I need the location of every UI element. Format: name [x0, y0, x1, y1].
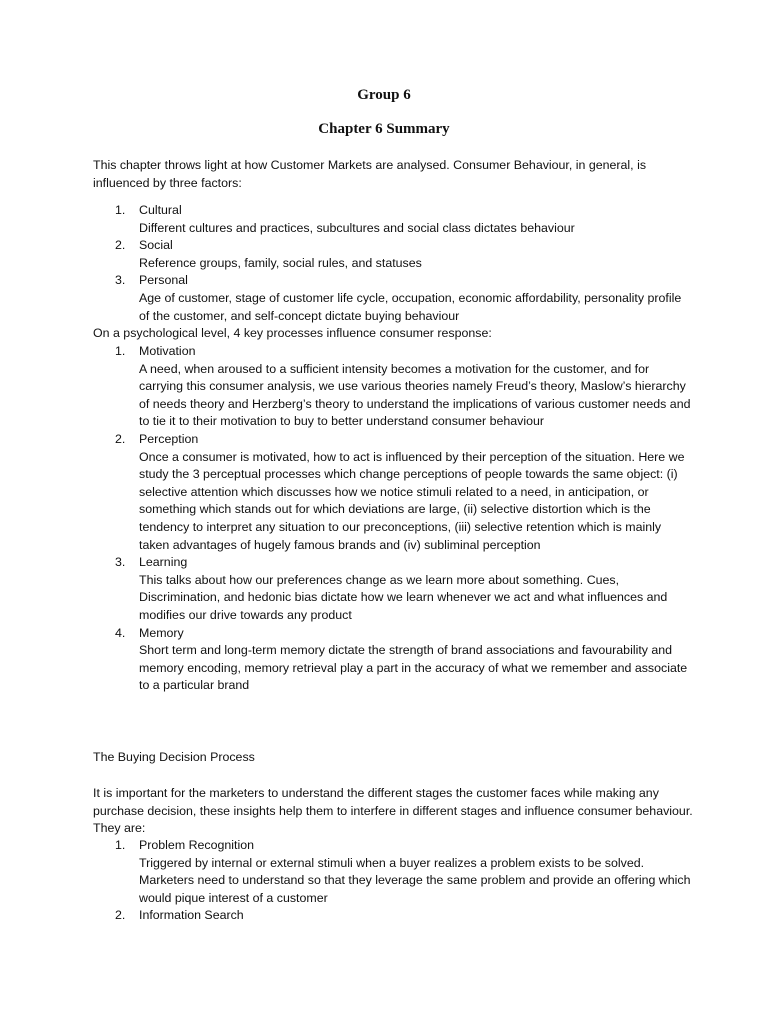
list-item-desc: Triggered by internal or external stimuli when a buyer realizes a problem exists to be solved. Marketers need to understand so that they leverage the same problem and provide an offering which would pique interest of a customer — [139, 855, 691, 905]
list-number: 2. — [115, 431, 126, 446]
list-item-desc: Age of customer, stage of customer life cycle, occupation, economic affordability, personality profile of the customer, and self-concept dictate buying behaviour — [139, 290, 682, 323]
list-item-desc: Short term and long-term memory dictate the strength of brand associations and favourability and memory encoding, memory retrieval play a part in the accuracy of what we remember and associate to a particular brand — [139, 643, 688, 693]
list-item-desc: Different cultures and practices, subcultures and social class dictates behaviour — [139, 220, 575, 235]
factors-list — [93, 202, 693, 325]
list-item-title: Perception — [139, 431, 199, 446]
list-item-title: Problem Recognition — [139, 838, 255, 852]
list-number: 3. — [115, 555, 126, 570]
list-item-desc: Once a consumer is motivated, how to act is influenced by their perception of the situation. Here we study the 3 perceptual processes which change perceptions of people towards the same object: (i) selective attention which discusses how we notice stimuli related to a need, in anticipation, or something which stands out for which deviations are large, (ii) selective distortion which is the tendency to interpret any situation to our preconceptions, (iii) selective retention which is mainly taken advantages of hugely famous brands and (iv) subliminal perception — [139, 449, 685, 552]
list-item — [93, 907, 693, 925]
processes-list — [93, 343, 693, 695]
list-item — [93, 554, 693, 624]
list-item — [93, 625, 693, 695]
list-number: 1. — [115, 344, 126, 358]
list-item — [93, 343, 693, 431]
buying-process-heading: The Buying Decision Process — [93, 750, 255, 764]
list-item-desc: A need, when aroused to a sufficient intensity becomes a motivation for the customer, and for carrying this consumer analysis, we use various theories namely Freud’s theory, Maslow’s hierarchy of needs theory and Herzberg’s theory to understand the implications of various customer needs and to tie it to their motivation to buy to better understand consumer behaviour — [139, 361, 691, 429]
list-item-title: Information Search — [139, 908, 244, 923]
psychological-intro: On a psychological level, 4 key processes influence consumer response: — [93, 326, 492, 340]
list-item-desc: This talks about how our preferences change as we learn more about something. Cues, Discrimination, and hedonic bias dictate how we learn whenever we act and what influences and modifies our drive towards any product — [139, 572, 668, 622]
buying-process-intro: It is important for the marketers to understand the different stages the customer faces while making any purchase decision, these insights help them to interfere in different stages and influence consumer behaviour. They are: — [93, 786, 693, 836]
list-item-title: Learning — [139, 555, 188, 570]
list-item — [93, 837, 693, 907]
list-item-title: Social — [139, 238, 173, 253]
chapter-title: Chapter 6 Summary — [318, 121, 450, 137]
list-number: 3. — [115, 273, 126, 288]
list-item-title: Personal — [139, 273, 188, 288]
list-number: 2. — [115, 238, 126, 253]
list-item — [93, 202, 693, 237]
intro-paragraph: This chapter throws light at how Customer Markets are analysed. Consumer Behaviour, in general, is influenced by three factors: — [93, 158, 647, 190]
list-number: 1. — [115, 203, 126, 217]
group-title: Group 6 — [357, 87, 411, 103]
list-number: 4. — [115, 625, 126, 640]
list-item-desc: Reference groups, family, social rules, and statuses — [139, 255, 422, 270]
list-number: 1. — [115, 838, 126, 852]
list-item — [93, 431, 693, 554]
list-item — [93, 237, 693, 272]
list-item-title: Motivation — [139, 344, 196, 358]
list-item — [93, 272, 693, 325]
list-number: 2. — [115, 908, 126, 923]
buying-stages-list — [93, 837, 693, 925]
list-item-title: Memory — [139, 625, 184, 640]
list-item-title: Cultural — [139, 203, 182, 217]
